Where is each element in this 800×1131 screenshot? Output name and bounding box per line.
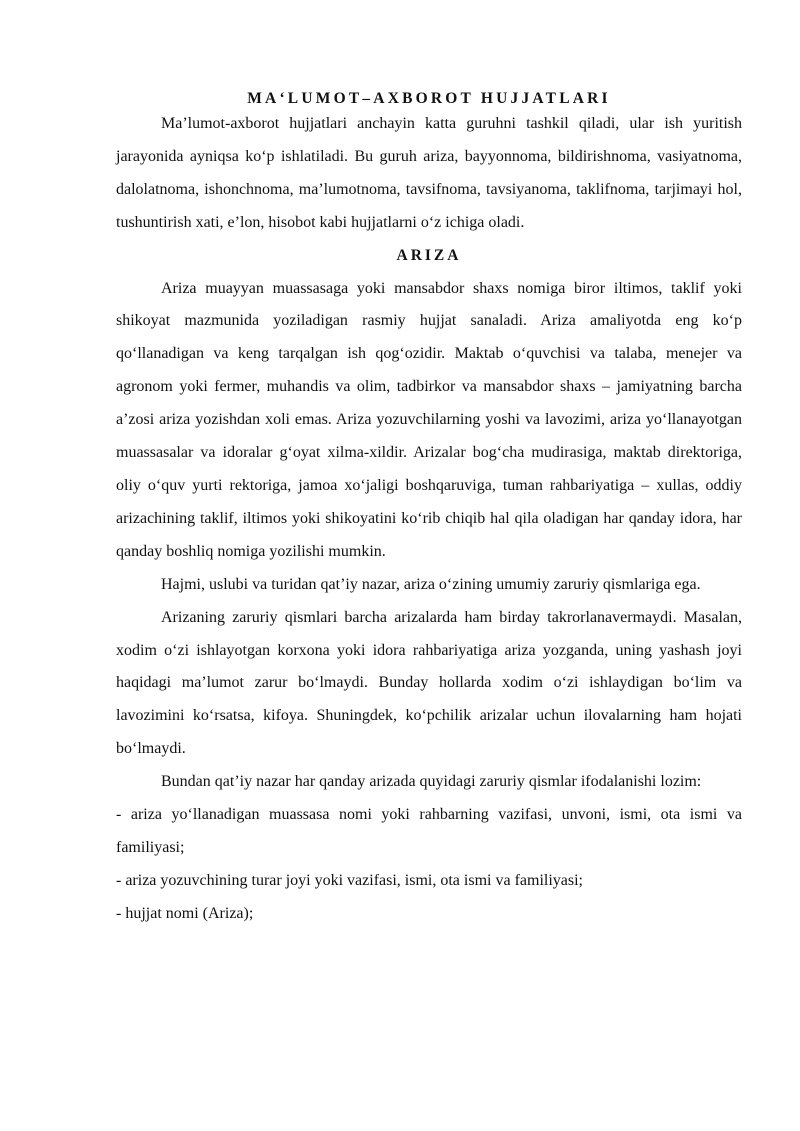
document-title: MA‘LUMOT–AXBOROT HUJJATLARI	[247, 90, 611, 107]
list-item: - ariza yozuvchining turar joyi yoki vazifasi, ismi, ota ismi va familiyasi;	[116, 871, 583, 889]
body-paragraph: Bundan qat’iy nazar har qanday arizada quyidagi zaruriy qismlar ifodalanishi lozim:	[161, 773, 702, 791]
list-item: - ariza yo‘llanadigan muassasa nomi yoki rahbarning vazifasi, unvoni, ismi, ota ismi va familiyasi;	[116, 806, 742, 856]
document-page	[116, 86, 742, 931]
intro-paragraph: Ma’lumot-axborot hujjatlari anchayin katta guruhni tashkil qiladi, ular ish yuritish jarayonida ayniqsa ko‘p ishlatiladi. Bu guruh ariza, bayyonnoma, bildirishnoma, vasiyatnoma, dalolatnoma, ishonchnoma, ma’lumotnoma, tavsifnoma, tavsiyanoma, taklifnoma, tarjimayi hol, tushuntirish xati, e’lon, hisobot kabi hujjatlarni o‘z ichiga oladi.	[116, 115, 742, 231]
body-paragraph: Arizaning zaruriy qismlari barcha arizalarda ham birday takrorlanavermaydi. Masalan, xodim o‘zi ishlayotgan korxona yoki idora rahbariyatiga ariza yozganda, uning yashash joyi haqidagi ma’lumot zarur bo‘lmaydi. Bunday hollarda xodim o‘zi ishlaydigan bo‘lim va lavozimini ko‘rsatsa, kifoya. Shuningdek, ko‘pchilik arizalar uchun ilovalarning ham hojati bo‘lmaydi.	[116, 608, 742, 758]
body-paragraph: Ariza muayyan muassasaga yoki mansabdor shaxs nomiga biror iltimos, taklif yoki shikoyat mazmunida yoziladigan rasmiy hujjat sanaladi. Ariza amaliyotda eng ko‘p qo‘llanadigan va keng tarqalgan ish qog‘ozidir. Maktab o‘quvchisi va talaba, menejer va agronom yoki fermer, muhandis va olim, tadbirkor va mansabdor shaxs – jamiyatning barcha a’zosi ariza yozishdan xoli emas. Ariza yozuvchilarning yoshi va lavozimi, ariza yo‘llanayotgan muassasalar va idoralar g‘oyat xilma-xildir. Arizalar bog‘cha mudirasiga, maktab direktoriga, oliy o‘quv yurti rektoriga, jamoa xo‘jaligi boshqaruviga, tuman rahbariyatiga – xullas, oddiy arizachining taklif, iltimos yoki shikoyatini ko‘rib chiqib hal qila oladigan har qanday idora, har qanday boshliq nomiga yozilishi mumkin.	[116, 279, 742, 560]
section-title: ARIZA	[396, 246, 462, 264]
list-item: - hujjat nomi (Ariza);	[116, 904, 254, 922]
body-paragraph: Hajmi, uslubi va turidan qat’iy nazar, ariza o‘zining umumiy zaruriy qismlariga ega.	[161, 575, 701, 593]
